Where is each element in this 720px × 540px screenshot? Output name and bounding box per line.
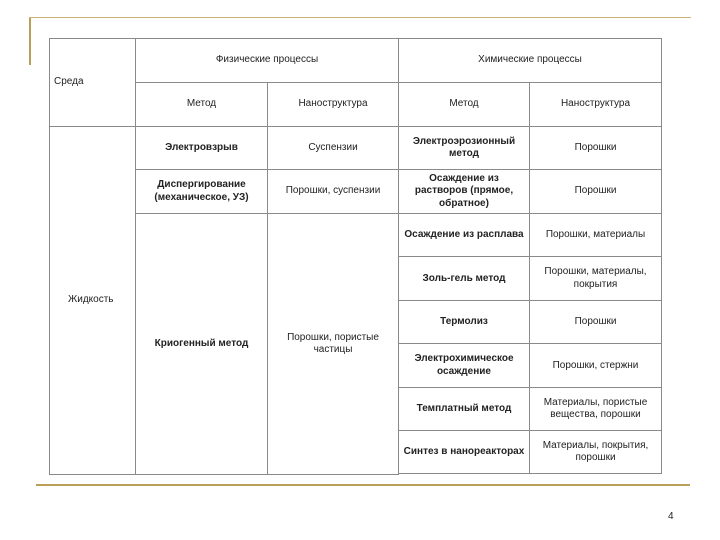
decorative-vertical-line bbox=[29, 17, 31, 65]
chem-method-cell: Темплатный метод bbox=[399, 388, 530, 431]
phys-nano-cell: Порошки, суспензии bbox=[268, 170, 399, 214]
chem-method-cell: Термолиз bbox=[399, 301, 530, 344]
chem-nano-cell: Порошки bbox=[530, 170, 662, 214]
chem-nano-cell: Порошки, стержни bbox=[530, 344, 662, 388]
phys-nano-cell: Порошки, пористые частицы bbox=[268, 214, 399, 475]
chem-nano-cell: Порошки bbox=[530, 301, 662, 344]
phys-nano-cell: Суспензии bbox=[268, 127, 399, 170]
method-chem-header: Метод bbox=[399, 83, 530, 127]
phys-method-cell: Диспергирование (механическое, УЗ) bbox=[136, 170, 268, 214]
phys-method-cell: Криогенный метод bbox=[136, 214, 268, 475]
environment-liquid-cell bbox=[50, 127, 136, 475]
method-phys-header: Метод bbox=[136, 83, 268, 127]
decorative-bottom-line bbox=[36, 484, 690, 486]
chem-method-cell: Электрохимическое осаждение bbox=[399, 344, 530, 388]
environment-liquid: Жидкость bbox=[68, 294, 114, 306]
chem-method-cell: Синтез в нанореакторах bbox=[399, 431, 530, 474]
chem-method-cell: Электроэрозионный метод bbox=[399, 127, 530, 170]
chemical-header: Химические процессы bbox=[399, 39, 662, 83]
chem-method-cell: Золь-гель метод bbox=[399, 257, 530, 301]
processes-table bbox=[49, 38, 662, 475]
chem-method-cell: Осаждение из растворов (прямое, обратное) bbox=[399, 170, 530, 214]
chem-method-cell: Осаждение из расплава bbox=[399, 214, 530, 257]
chem-nano-cell: Порошки, материалы bbox=[530, 214, 662, 257]
chem-nano-cell: Материалы, покрытия, порошки bbox=[530, 431, 662, 474]
decorative-top-line bbox=[29, 17, 691, 18]
environment-header-cell bbox=[50, 39, 136, 127]
phys-method-cell: Электровзрыв bbox=[136, 127, 268, 170]
page-number: 4 bbox=[668, 511, 674, 522]
nano-chem-header: Наноструктура bbox=[530, 83, 662, 127]
chem-nano-cell: Материалы, пористые вещества, порошки bbox=[530, 388, 662, 431]
nano-phys-header: Наноструктура bbox=[268, 83, 399, 127]
chem-nano-cell: Порошки, материалы, покрытия bbox=[530, 257, 662, 301]
physical-header: Физические процессы bbox=[136, 39, 399, 83]
environment-header: Среда bbox=[54, 76, 84, 88]
chem-nano-cell: Порошки bbox=[530, 127, 662, 170]
